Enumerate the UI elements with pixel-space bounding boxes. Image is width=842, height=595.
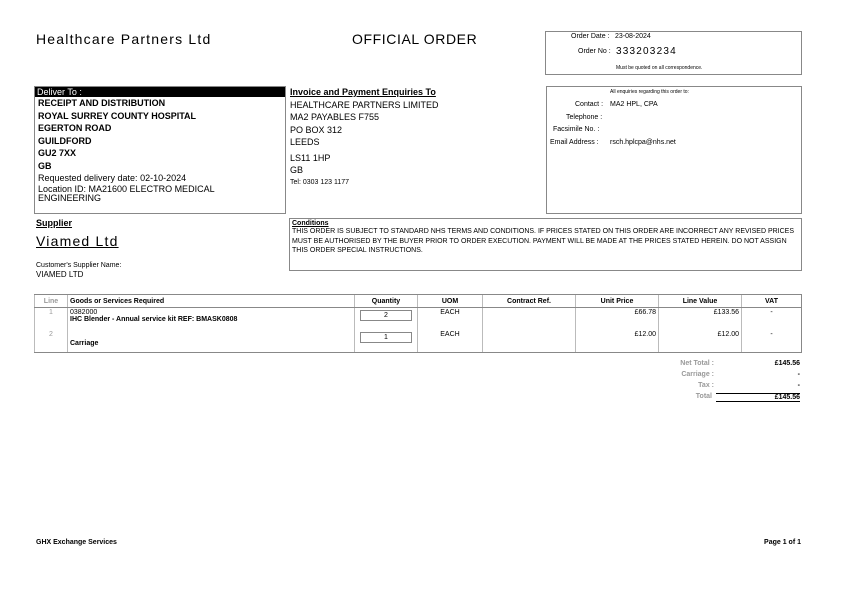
enquiries-heading: All enquiries regarding this order to: (610, 89, 689, 95)
item-code (70, 331, 352, 340)
cell-vat: - (742, 330, 802, 353)
conditions-text: THIS ORDER IS SUBJECT TO STANDARD NHS TERMS AND CONDITIONS. IF PRICES STATED ON THIS ORDER ARE INCORRECT ANY REVISED PRICES MUST BE AUTHORISED BY THE BUYER PRIOR TO ORDER EXECUTION. PAYMENT WILL BE MADE AT THE PRICES STATED HEREIN. DO NOT ASSIGN THIS ORDER SPECIAL INSTRUCTIONS. (292, 228, 795, 254)
net-total-label: Net Total : (680, 360, 714, 367)
contact-label: Contact : (575, 101, 604, 108)
invoice-line: GB (290, 165, 304, 175)
facsimile-label: Facsimile No. : (553, 126, 600, 133)
contact-value: MA2 HPL, CPA (610, 101, 658, 108)
cell-contract (483, 330, 576, 353)
col-unit-price: Unit Price (576, 295, 659, 308)
table-header-row (35, 295, 802, 308)
deliver-to-box (34, 86, 286, 214)
item-desc: IHC Blender - Annual service kit REF: BMASK0808 (70, 316, 238, 323)
cell-contract (483, 308, 576, 331)
col-uom: UOM (418, 295, 483, 308)
cell-line-value: £133.56 (659, 308, 742, 331)
invoice-line: PO BOX 312 (290, 124, 343, 135)
location-id-cont: ENGINEERING (38, 192, 102, 203)
total-label: Total (695, 393, 712, 400)
telephone-label: Telephone : (566, 114, 603, 121)
order-no-value: 333203234 (616, 46, 677, 57)
deliver-line: ROYAL SURREY COUNTY HOSPITAL (38, 110, 197, 121)
cell-line-value: £12.00 (659, 330, 742, 353)
cell-goods (68, 330, 355, 353)
quote-note: Must be quoted on all correspondence. (616, 65, 703, 71)
footer-left: GHX Exchange Services (36, 539, 117, 546)
email-label: Email Address : (550, 139, 599, 146)
invoice-heading: Invoice and Payment Enquiries To (290, 87, 436, 97)
order-date-value: 23-08-2024 (615, 33, 651, 40)
email-value: rsch.hplcpa@nhs.net (610, 139, 676, 146)
col-quantity: Quantity (355, 295, 418, 308)
customer-supplier-name: VIAMED LTD (36, 270, 84, 279)
document-title: OFFICIAL ORDER (352, 31, 478, 47)
net-total-value: £145.56 (774, 360, 800, 367)
cell-quantity (355, 308, 418, 331)
order-info-box (545, 31, 802, 75)
cell-quantity (355, 330, 418, 353)
cell-uom: EACH (418, 330, 483, 353)
item-code: 0382000 (70, 309, 98, 316)
cell-goods (68, 308, 355, 331)
invoice-line: LS11 1HP (290, 152, 331, 163)
deliver-line: GB (38, 160, 52, 171)
deliver-line: GU2 7XX (38, 148, 77, 158)
deliver-line: RECEIPT AND DISTRIBUTION (38, 98, 166, 108)
col-line: Line (35, 295, 68, 308)
cell-vat: - (742, 308, 802, 331)
conditions-heading: Conditions (292, 220, 329, 227)
col-contract: Contract Ref. (483, 295, 576, 308)
col-goods: Goods or Services Required (68, 295, 355, 308)
tax-label: Tax : (698, 382, 714, 389)
invoice-line: MA2 PAYABLES F755 (290, 112, 380, 122)
enquiries-box (546, 86, 802, 214)
invoice-box (289, 86, 546, 214)
table-row (35, 308, 802, 331)
quantity-box: 1 (360, 332, 412, 343)
supplier-name: Viamed Ltd (36, 233, 119, 249)
order-date-label: Order Date : (571, 33, 610, 40)
cell-unit-price: £12.00 (576, 330, 659, 353)
col-line-value: Line Value (659, 295, 742, 308)
cell-unit-price: £66.78 (576, 308, 659, 331)
carriage-label: Carriage : (681, 371, 714, 378)
deliver-line: EGERTON ROAD (38, 123, 112, 133)
total-value: £145.56 (716, 393, 800, 402)
quantity-box: 2 (360, 310, 412, 321)
order-items-table (34, 294, 802, 353)
location-id: Location ID: MA21600 ELECTRO MEDICAL (38, 183, 215, 194)
item-desc: Carriage (70, 340, 99, 347)
tax-value: - (797, 382, 800, 389)
invoice-tel: Tel: 0303 123 1177 (290, 178, 350, 186)
deliver-to-heading: Deliver To : (35, 87, 285, 97)
customer-supplier-label: Customer's Supplier Name: (36, 262, 122, 269)
invoice-line: LEEDS (290, 137, 320, 147)
invoice-line: HEALTHCARE PARTNERS LIMITED (290, 99, 439, 110)
order-no-label: Order No : (578, 48, 611, 55)
col-vat: VAT (742, 295, 802, 308)
conditions-box (289, 218, 802, 271)
table-row (35, 330, 802, 353)
carriage-value: - (797, 371, 800, 378)
supplier-heading: Supplier (36, 218, 73, 228)
company-name: Healthcare Partners Ltd (36, 31, 212, 47)
cell-line: 1 (35, 308, 68, 331)
page-number: Page 1 of 1 (764, 539, 801, 546)
cell-uom: EACH (418, 308, 483, 331)
requested-delivery-date: Requested delivery date: 02-10-2024 (38, 173, 187, 183)
cell-line: 2 (35, 330, 68, 353)
deliver-line: GUILDFORD (38, 135, 92, 146)
